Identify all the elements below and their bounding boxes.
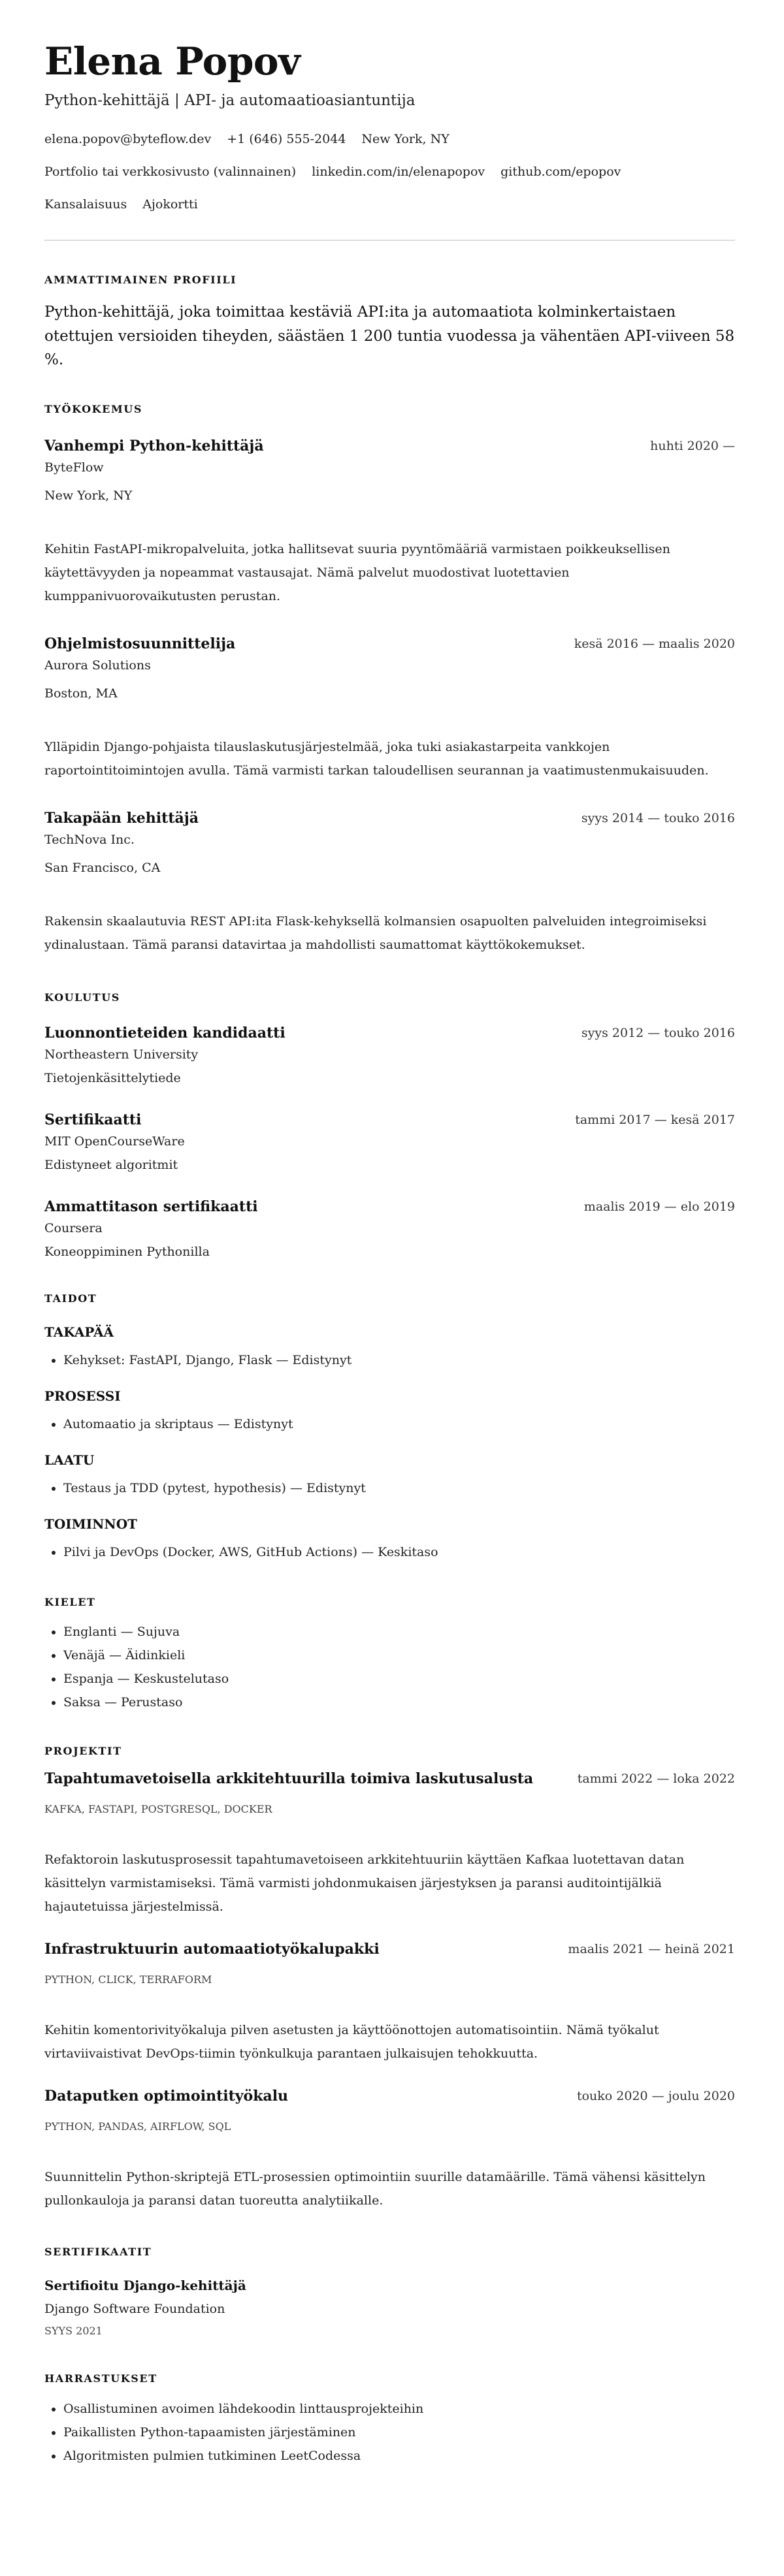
- extra-info-row: [44, 195, 735, 214]
- field-of-study: Tietojenkäsittelytiede: [44, 1070, 181, 1085]
- hobby-item: • Algoritmisten pulmien tutkiminen LeetCodessa: [63, 2444, 735, 2468]
- contact-row: [44, 130, 735, 148]
- candidate-name: Elena Popov: [44, 39, 301, 84]
- education-entry: [44, 1110, 735, 1174]
- section-heading: SERTIFIKAATIT: [44, 2245, 152, 2258]
- job-dates: huhti 2020 —: [650, 438, 735, 453]
- languages-section: [44, 1595, 735, 1714]
- github-link[interactable]: github.com/epopov: [500, 165, 621, 179]
- school-name: Coursera: [44, 1220, 103, 1235]
- project-title: Infrastruktuurin automaatiotyökalupakki: [44, 1940, 380, 1958]
- school-name: Northeastern University: [44, 1047, 199, 1062]
- project-title: Dataputken optimointityökalu: [44, 2087, 289, 2105]
- job-title: Ohjelmistosuunnittelija: [44, 635, 236, 652]
- skill-list: [44, 1543, 735, 1561]
- job-title: Vanhempi Python-kehittäjä: [44, 437, 264, 454]
- job-entry: [44, 808, 735, 957]
- field-of-study: Edistyneet algoritmit: [44, 1157, 178, 1172]
- education-list: [44, 1023, 735, 1261]
- job-location: San Francisco, CA: [44, 860, 161, 875]
- section-heading: TAIDOT: [44, 1292, 97, 1305]
- project-tech: PYTHON, PANDAS, AIRFLOW, SQL: [44, 2120, 231, 2133]
- phone-link[interactable]: +1 (646) 555-2044: [227, 132, 346, 146]
- hobby-item: • Osallistuminen avoimen lähdekoodin linttausprojekteihin: [63, 2397, 735, 2421]
- project-tech: PYTHON, CLICK, TERRAFORM: [44, 1973, 212, 1986]
- section-heading: AMMATTIMAINEN PROFIILI: [44, 274, 237, 286]
- project-description: Suunnittelin Python-skriptejä ETL-prosessien optimointiin suurille datamäärille. Tämä vähensi käsittelyn pullonkauloja ja paransi datan tuoreutta analytiikalle.: [44, 2169, 706, 2208]
- projects-section: [44, 1744, 735, 2212]
- profile-section: [44, 273, 735, 372]
- job-company: ByteFlow: [44, 460, 104, 475]
- language-item: • Espanja — Keskustelutaso: [63, 1667, 735, 1691]
- job-entry: [44, 634, 735, 782]
- skill-item: • Testaus ja TDD (pytest, hypothesis) — Edistynyt: [63, 1479, 735, 1497]
- job-dates: syys 2014 — touko 2016: [581, 810, 735, 825]
- education-dates: tammi 2017 — kesä 2017: [575, 1112, 735, 1127]
- hobby-list: [44, 2397, 735, 2468]
- section-heading: KIELET: [44, 1595, 96, 1608]
- project-title: Tapahtumavetoisella arkkitehtuurilla toimiva laskutusalusta: [44, 1770, 534, 1787]
- project-entry: [44, 2084, 735, 2212]
- skill-list: [44, 1415, 735, 1433]
- section-heading: KOULUTUS: [44, 991, 120, 1004]
- skill-item: • Automaatio ja skriptaus — Edistynyt: [63, 1415, 735, 1433]
- resume-header: [44, 39, 735, 214]
- citizenship-text: Kansalaisuus: [44, 197, 127, 212]
- header-divider: [44, 240, 735, 241]
- language-item: • Englanti — Sujuva: [63, 1620, 735, 1644]
- portfolio-link[interactable]: Portfolio tai verkkosivusto (valinnainen): [44, 165, 297, 179]
- drivers-license-text: Ajokortti: [142, 197, 198, 212]
- section-heading: PROJEKTIT: [44, 1744, 122, 1757]
- project-dates: touko 2020 — joulu 2020: [576, 2088, 735, 2103]
- skill-category: TOIMINNOT: [44, 1516, 138, 1532]
- job-location: New York, NY: [44, 488, 133, 503]
- project-entry: [44, 1766, 735, 1918]
- job-list: [44, 436, 735, 957]
- linkedin-link[interactable]: linkedin.com/in/elenapopov: [312, 165, 485, 179]
- certifications-section: [44, 2245, 735, 2339]
- job-dates: kesä 2016 — maalis 2020: [574, 636, 735, 651]
- degree-title: Ammattitason sertifikaatti: [44, 1198, 258, 1215]
- skill-category: LAATU: [44, 1452, 95, 1468]
- skill-list: [44, 1351, 735, 1369]
- field-of-study: Koneoppiminen Pythonilla: [44, 1244, 210, 1259]
- skill-category: TAKAPÄÄ: [44, 1324, 114, 1340]
- email-link[interactable]: elena.popov@byteflow.dev: [44, 132, 212, 146]
- job-company: Aurora Solutions: [44, 658, 151, 673]
- job-company: TechNova Inc.: [44, 832, 135, 847]
- language-item: • Saksa — Perustaso: [63, 1691, 735, 1714]
- project-dates: maalis 2021 — heinä 2021: [568, 1941, 735, 1956]
- project-list: [44, 1766, 735, 2212]
- candidate-headline: Python-kehittäjä | API- ja automaatioasiantuntija: [44, 92, 416, 109]
- experience-section: [44, 402, 735, 957]
- school-name: MIT OpenCourseWare: [44, 1134, 185, 1149]
- education-section: [44, 991, 735, 1261]
- certification-issuer: Django Software Foundation: [44, 2301, 225, 2316]
- education-entry: [44, 1197, 735, 1261]
- profile-summary: Python-kehittäjä, joka toimittaa kestäviä API:ita ja automaatiota kolminkertaistaen otettujen versioiden tiheyden, säästäen 1 200 tuntia vuodessa ja vähentäen API-viiveen 58 %.: [44, 304, 735, 368]
- project-entry: [44, 1937, 735, 2065]
- degree-title: Luonnontieteiden kandidaatti: [44, 1024, 286, 1042]
- skill-groups: [44, 1323, 735, 1561]
- job-location: Boston, MA: [44, 686, 118, 701]
- certification-entry: [44, 2276, 735, 2339]
- project-description: Kehitin komentorivityökaluja pilven asetusten ja käyttöönottojen automatisointiin. Nämä työkalut virtaviivaistivat DevOps-tiimin työnkulkuja parantaen julkaisujen tehokkuutta.: [44, 2022, 659, 2061]
- skill-item: • Kehykset: FastAPI, Django, Flask — Edistynyt: [63, 1351, 735, 1369]
- project-dates: tammi 2022 — loka 2022: [577, 1771, 735, 1786]
- section-heading: HARRASTUKSET: [44, 2372, 157, 2385]
- links-row: [44, 163, 735, 181]
- hobby-item: • Paikallisten Python-tapaamisten järjestäminen: [63, 2421, 735, 2444]
- skill-list: [44, 1479, 735, 1497]
- project-description: Refaktoroin laskutusprosessit tapahtumavetoiseen arkkitehtuuriin käyttäen Kafkaa luotettavan datan käsittelyn varmistamiseksi. Tämä varmisti johdonmukaisen järjestyksen ja paransi auditointijälkiä hajautetuissa järjestelmissä.: [44, 1852, 685, 1914]
- location-text: New York, NY: [361, 132, 449, 146]
- education-dates: syys 2012 — touko 2016: [581, 1025, 735, 1040]
- section-heading: TYÖKOKEMUS: [44, 402, 142, 415]
- skills-section: [44, 1292, 735, 1561]
- certification-date: SYYS 2021: [44, 2324, 103, 2337]
- education-dates: maalis 2019 — elo 2019: [583, 1199, 735, 1214]
- language-list: [44, 1620, 735, 1714]
- job-entry: [44, 436, 735, 608]
- certification-title: Sertifioitu Django-kehittäjä: [44, 2277, 246, 2293]
- degree-title: Sertifikaatti: [44, 1111, 142, 1128]
- job-description: Rakensin skaalautuvia REST API:ita Flask-kehyksellä kolmansien osapuolten palveluiden integroimiseksi ydinalustaan. Tämä paransi datavirtaa ja mahdollisti saumattomat käyttökokemukset.: [44, 914, 707, 952]
- skill-item: • Pilvi ja DevOps (Docker, AWS, GitHub Actions) — Keskitaso: [63, 1543, 735, 1561]
- skill-category: PROSESSI: [44, 1388, 121, 1404]
- job-description: Kehitin FastAPI-mikropalveluita, jotka hallitsevat suuria pyyntömääriä varmistaen poikkeuksellisen käytettävyyden ja nopeammat vastausajat. Nämä palvelut muodostivat luotettavien kumppanivuorovaikutusten perustan.: [44, 541, 670, 603]
- hobbies-section: [44, 2372, 735, 2507]
- language-item: • Venäjä — Äidinkieli: [63, 1644, 735, 1667]
- education-entry: [44, 1023, 735, 1087]
- job-title: Takapään kehittäjä: [44, 809, 199, 827]
- project-tech: KAFKA, FASTAPI, POSTGRESQL, DOCKER: [44, 1802, 272, 1815]
- job-description: Ylläpidin Django-pohjaista tilauslaskutusjärjestelmää, joka tuki asiakastarpeita vankkojen raportointitoimintojen avulla. Tämä varmisti tarkan taloudellisen seurannan ja vaatimustenmukaisuuden.: [44, 739, 709, 778]
